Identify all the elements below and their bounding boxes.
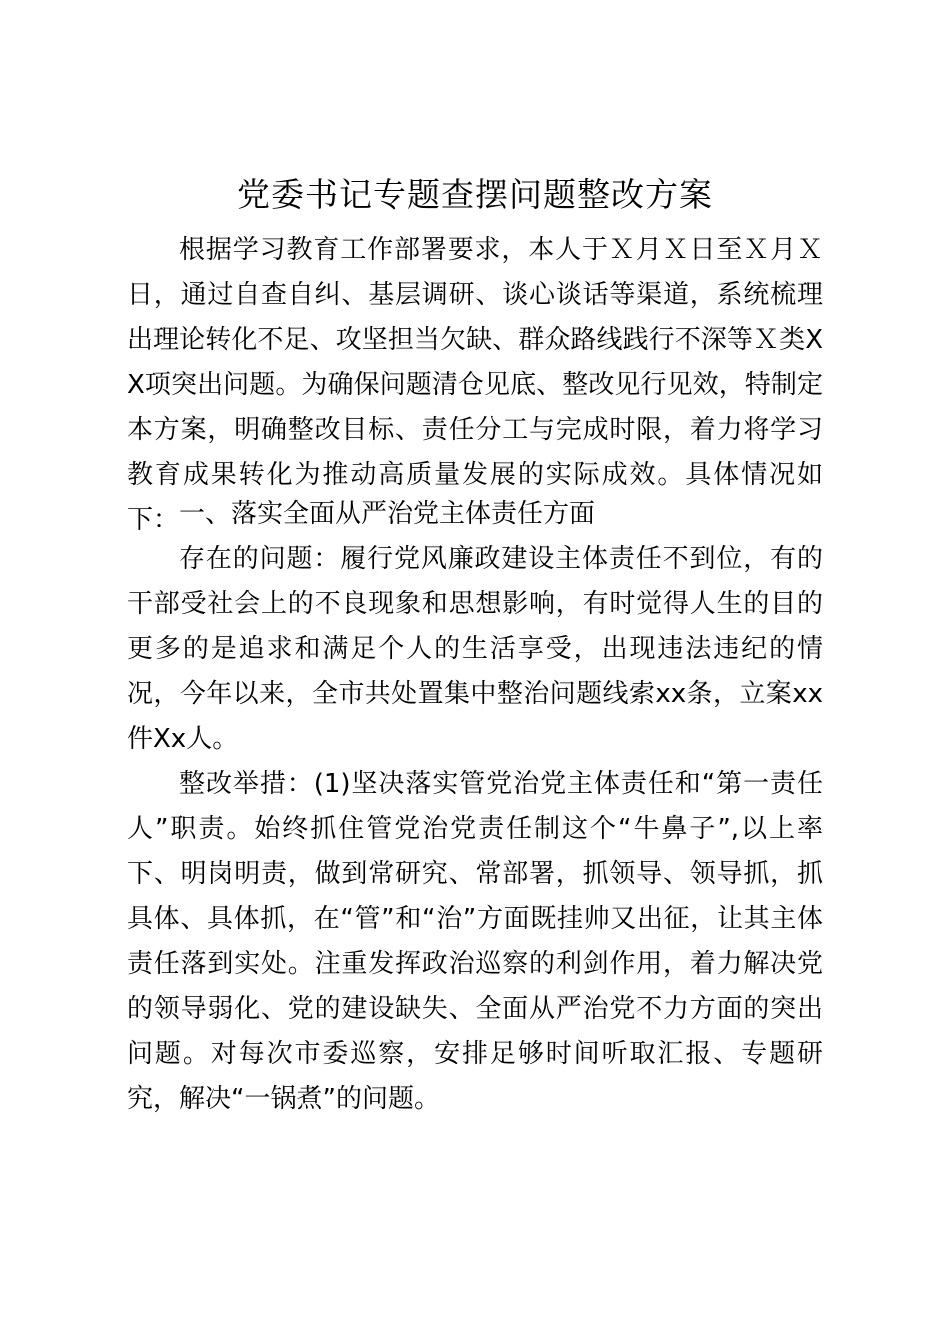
document-title: 党委书记专题查摆问题整改方案 [237,175,713,214]
intro-paragraph: 根据学习教育工作部署要求，本人于Ｘ月Ｘ日至Ｘ月Ｘ日，通过自查自纠、基层调研、谈心谈话等渠道，系统梳理出理论转化不足、攻坚担当欠缺、群众路线践行不深等Ｘ类XX项突出问题。为确保问题清仓见底、整改见行见效，特制定本方案，明确整改目标、责任分工与完成时限，着力将学习教育成果转化为推动高质量发展的实际成效。具体情况如下： [127,235,823,535]
section-heading: 一、落实全面从严治党主体责任方面 [179,499,596,529]
problem-paragraph: 存在的问题：履行党风廉政建设主体责任不到位，有的干部受社会上的不良现象和思想影响，有时觉得人生的目的更多的是追求和满足个人的生活享受，出现违法违纪的情况，今年以来，全市共处置集中整治问题线索xx条，立案xx件Xx人。 [127,544,823,754]
measures-paragraph: 整改举措：(1)坚决落实管党治党主体责任和“第一责任人”职责。始终抓住管党治党责任制这个“牛鼻子”,以上率下、明岗明责，做到常研究、常部署，抓领导、领导抓，抓具体、具体抓，在“管”和“治”方面既挂帅又出征，让其主体责任落到实处。注重发挥政治巡察的利剑作用，着力解决党的领导弱化、党的建设缺失、全面从严治党不力方面的突出问题。对每次市委巡察，安排足够时间听取汇报、专题研究，解决“一锅煮”的问题。 [127,769,823,1114]
